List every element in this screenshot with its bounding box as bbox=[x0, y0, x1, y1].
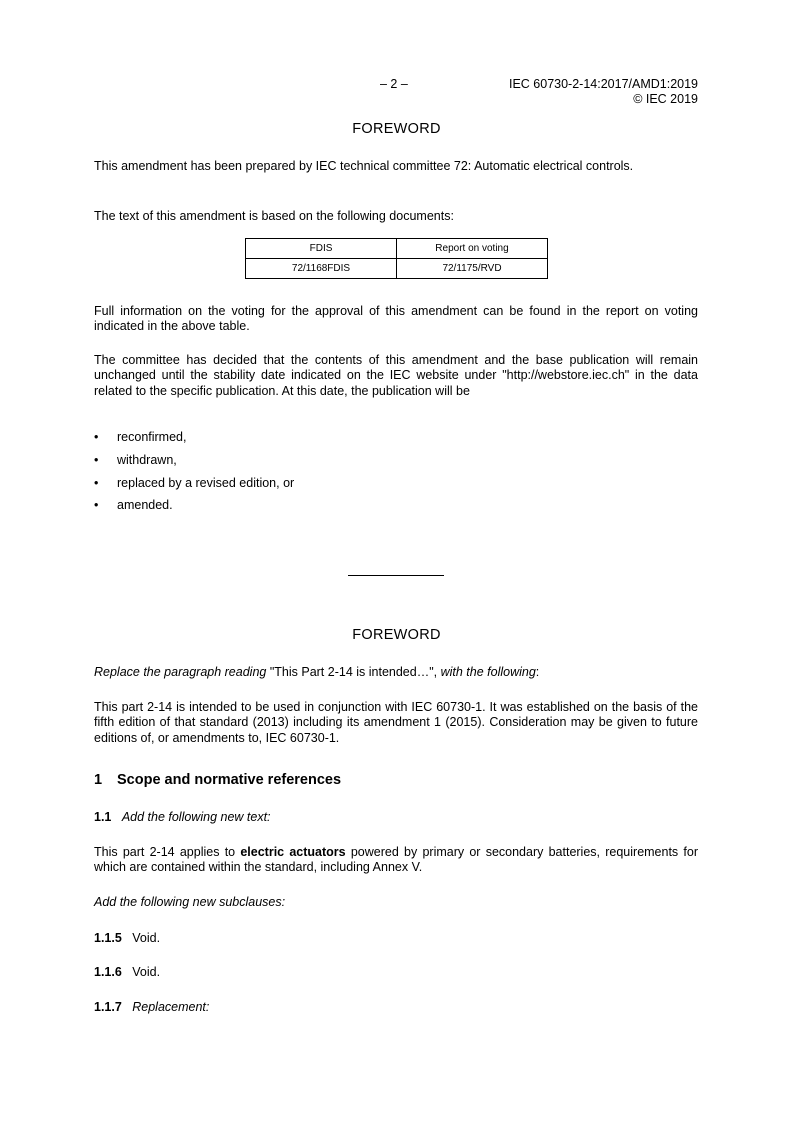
foreword-title: FOREWORD bbox=[352, 121, 441, 137]
replace-instruction: Replace the paragraph reading "This Part 2-14 is intended…", with the following: bbox=[94, 665, 540, 679]
bullet-icon: • bbox=[94, 498, 99, 512]
subclause-1-1-7: 1.1.7 Replacement: bbox=[94, 1000, 210, 1014]
subclause-1-1-5: 1.1.5 Void. bbox=[94, 931, 161, 945]
section-divider bbox=[348, 575, 444, 576]
foreword-paragraph-1: This amendment has been prepared by IEC technical committee 72: Automatic electrical controls. bbox=[94, 159, 634, 173]
bullet-icon: • bbox=[94, 453, 99, 467]
table-header-cell: Report on voting bbox=[397, 239, 548, 259]
table-header-row bbox=[246, 239, 548, 259]
document-page: – 2 – IEC 60730-2-14:2017/AMD1:2019 © IEC 2019 FOREWORD This amendment has been prepared by IEC technical committee 72: Automatic electrical controls. The text of this amendment is based on the following documents: FDIS Report on voting 72/1168FDIS 72/1175/RVD Full information on the voting for the approval of this amendment can be found in the report on voting indicated in the above table. The committee has decided that the contents of this amendment and the base publication will remain unchanged until the stability date indicated on the IEC website under "http://webstore.iec.ch" in the data related to the specific publication. At this date, the publication will be • reconfirmed, • withdrawn, • replaced by a revised edition, or • amended. FOREWORD Replace the paragraph reading "This Part 2-14 is intended…", with the following: This part 2-14 is intended to be used in conjunction with IEC 60730-1. It was established on the basis of the fifth edition of that standard (2013) including its amendment 1 (2015). Consideration may be given to future editions of, or amendments to, IEC 60730-1. 1 Scope and normative references 1.1 Add the following new text: This part 2-14 applies to electric actuators powered by primary or secondary batteries, requirements for which are contained within the standard, including Annex V. Add the following new subclauses: 1.1.5 Void. 1.1.6 Void. 1.1.7 Replacement: bbox=[0, 0, 793, 1122]
table-row bbox=[246, 259, 548, 279]
documents-table bbox=[245, 238, 548, 279]
copyright: © IEC 2019 bbox=[633, 91, 698, 106]
foreword-paragraph-2: The text of this amendment is based on the following documents: bbox=[94, 209, 454, 223]
table-cell: 72/1168FDIS bbox=[246, 259, 397, 279]
scope-paragraph: This part 2-14 applies to electric actuators powered by primary or secondary batteries, requirements for which are contained within the standard, including Annex V. bbox=[94, 845, 698, 875]
subclause-1-1-6: 1.1.6 Void. bbox=[94, 965, 161, 979]
table-cell: 72/1175/RVD bbox=[397, 259, 548, 279]
page-number: – 2 – bbox=[380, 77, 408, 91]
bullet-icon: • bbox=[94, 430, 99, 444]
add-subclauses-instruction: Add the following new subclauses: bbox=[94, 895, 286, 909]
foreword-paragraph-4: The committee has decided that the contents of this amendment and the base publication will remain unchanged until the stability date indicated on the IEC website under "http://webstore.iec.ch" in the data related to the specific publication. At this date, the publication will be bbox=[94, 353, 698, 398]
standard-id: IEC 60730-2-14:2017/AMD1:2019 bbox=[508, 77, 698, 91]
foreword-title-2: FOREWORD bbox=[352, 627, 441, 643]
table-header-cell: FDIS bbox=[246, 239, 397, 259]
foreword-paragraph-3: Full information on the voting for the approval of this amendment can be found in the report on voting indicated in the above table. bbox=[94, 304, 698, 334]
foreword2-paragraph: This part 2-14 is intended to be used in conjunction with IEC 60730-1. It was established on the basis of the fifth edition of that standard (2013) including its amendment 1 (2015). Consideration may be given to future editions of, or amendments to, IEC 60730-1. bbox=[94, 700, 698, 745]
subclause-1-1: 1.1 Add the following new text: bbox=[94, 810, 271, 824]
section-heading: 1 Scope and normative references bbox=[94, 772, 342, 788]
page-header-right bbox=[509, 77, 698, 106]
bullet-icon: • bbox=[94, 476, 99, 490]
